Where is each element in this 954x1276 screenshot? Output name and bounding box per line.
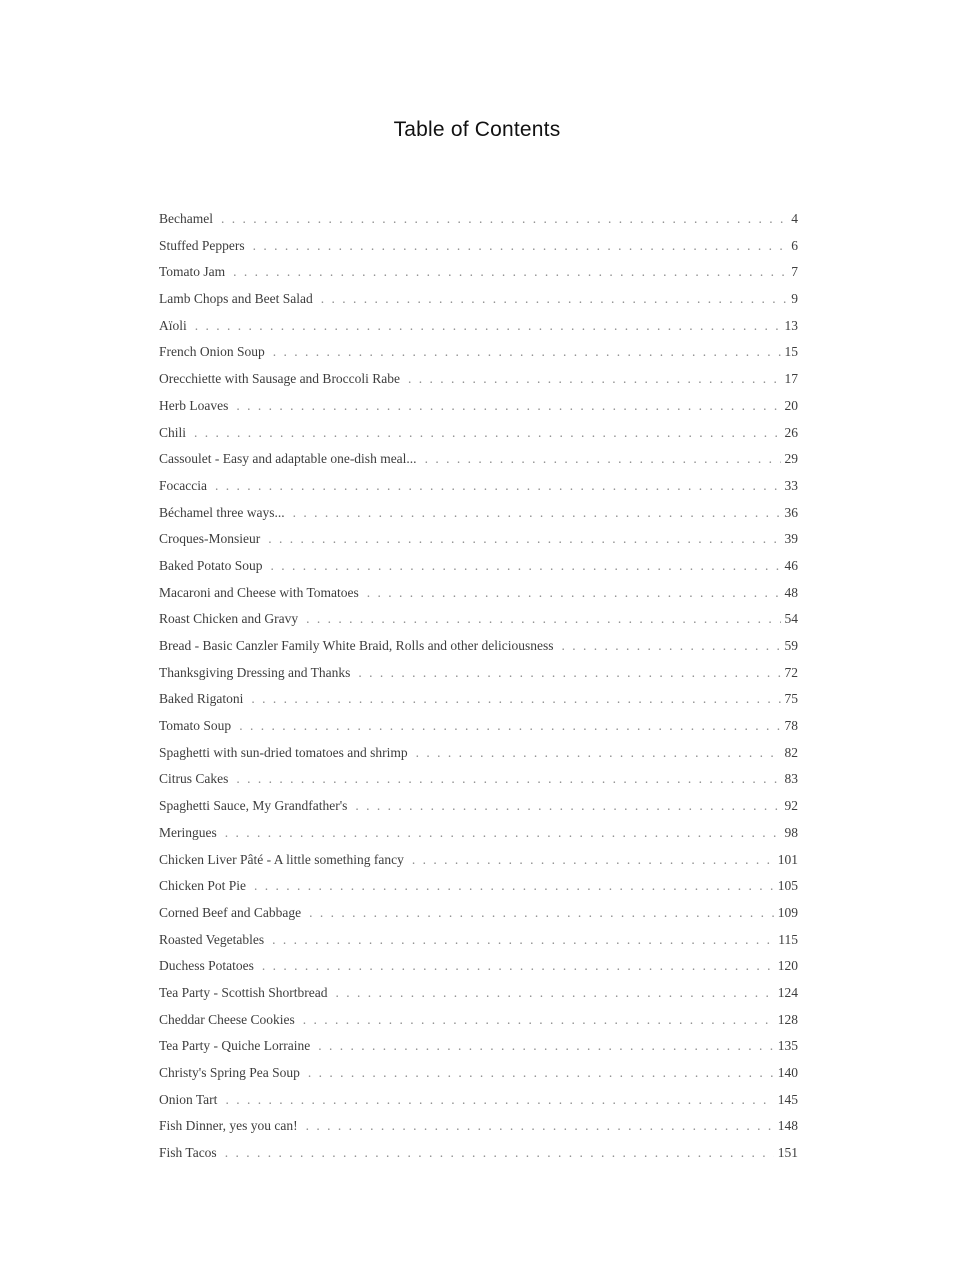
dot-leader (215, 478, 781, 494)
toc-entry[interactable] (159, 1118, 798, 1145)
dot-leader (225, 825, 781, 841)
toc-entry[interactable] (159, 611, 798, 638)
toc-entry[interactable] (159, 478, 798, 505)
toc-entry[interactable] (159, 718, 798, 745)
toc-entry-label: Chicken Pot Pie (159, 878, 246, 894)
toc-entry[interactable] (159, 771, 798, 798)
toc-entry[interactable] (159, 985, 798, 1012)
toc-entry-page: 82 (784, 744, 798, 760)
dot-leader (225, 1145, 774, 1161)
dot-leader (271, 558, 781, 574)
toc-entry[interactable] (159, 264, 798, 291)
toc-entry-label: Aïoli (159, 317, 187, 333)
dot-leader (309, 905, 774, 921)
dot-leader (358, 665, 780, 681)
toc-entry-page: 46 (784, 557, 798, 573)
dot-leader (262, 958, 774, 974)
dot-leader (272, 932, 774, 948)
toc-entry-page: 98 (784, 824, 798, 840)
toc-entry-label: Stuffed Peppers (159, 237, 245, 253)
toc-entry[interactable] (159, 932, 798, 959)
toc-entry[interactable] (159, 451, 798, 478)
dot-leader (308, 1065, 774, 1081)
toc-entry-page: 83 (784, 771, 798, 787)
toc-entry-label: Lamb Chops and Beet Salad (159, 291, 313, 307)
toc-entry-page: 7 (791, 264, 798, 280)
dot-leader (355, 798, 780, 814)
toc-entry-page: 109 (777, 904, 798, 920)
toc-entry[interactable] (159, 425, 798, 452)
dot-leader (321, 291, 788, 307)
toc-entry-page: 4 (791, 211, 798, 226)
toc-entry[interactable] (159, 1012, 798, 1039)
toc-entry-label: Onion Tart (159, 1091, 218, 1107)
toc-entry-page: 36 (784, 504, 798, 520)
dot-leader (367, 585, 781, 601)
toc-entry-page: 54 (784, 611, 798, 627)
toc-entry-page: 105 (777, 878, 798, 894)
toc-entry-label: Baked Potato Soup (159, 557, 263, 573)
toc-entry-page: 39 (784, 531, 798, 547)
toc-entry-label: Roasted Vegetables (159, 931, 265, 947)
toc-entry[interactable] (159, 1065, 798, 1092)
toc-entry-label: Bread - Basic Canzler Family White Braid, Rolls and other deliciousness (159, 638, 554, 653)
toc-entry-page: 140 (777, 1065, 798, 1080)
toc-entry[interactable] (159, 638, 798, 665)
toc-entry-page: 48 (784, 584, 798, 600)
toc-entry[interactable] (159, 852, 798, 879)
toc-entry-page: 124 (777, 984, 798, 1000)
toc-entry[interactable] (159, 958, 798, 985)
toc-entry-label: Chili (159, 424, 187, 440)
dot-leader (273, 344, 781, 360)
dot-leader (416, 745, 781, 761)
toc-entry-label: Tea Party - Scottish Shortbread (159, 984, 328, 1000)
toc-entry[interactable] (159, 505, 798, 532)
dot-leader (268, 531, 780, 547)
dot-leader (225, 1092, 773, 1108)
toc-entry-label: Focaccia (159, 477, 207, 493)
toc-entry[interactable] (159, 318, 798, 345)
page-title: Table of Contents (393, 118, 561, 141)
toc-entry-label: Fish Tacos (159, 1145, 217, 1161)
dot-leader (303, 1012, 774, 1028)
toc-entry[interactable] (159, 211, 798, 238)
toc-entry-label: French Onion Soup (159, 344, 265, 360)
table-of-contents (159, 211, 798, 1172)
toc-entry-page: 120 (777, 958, 798, 974)
toc-entry-label: Spaghetti Sauce, My Grandfather's (159, 798, 348, 814)
toc-entry-label: Chicken Liver Pâté - A little something fancy (159, 851, 404, 867)
toc-entry[interactable] (159, 558, 798, 585)
dot-leader (318, 1038, 774, 1054)
dot-leader (425, 451, 781, 467)
toc-entry-page: 115 (778, 931, 798, 947)
toc-entry[interactable] (159, 585, 798, 612)
toc-entry[interactable] (159, 745, 798, 772)
toc-entry-page: 20 (784, 397, 798, 413)
toc-entry[interactable] (159, 1145, 798, 1172)
dot-leader (236, 398, 780, 414)
dot-leader (221, 211, 787, 227)
toc-entry[interactable] (159, 1092, 798, 1119)
toc-entry[interactable] (159, 531, 798, 558)
toc-entry-page: 59 (784, 638, 798, 653)
toc-entry-page: 26 (784, 424, 798, 440)
toc-entry[interactable] (159, 238, 798, 265)
toc-entry-label: Bechamel (159, 211, 213, 226)
toc-entry-page: 13 (784, 317, 798, 333)
toc-entry-label: Tomato Soup (159, 718, 232, 734)
toc-entry-page: 128 (777, 1011, 798, 1027)
toc-entry-label: Herb Loaves (159, 397, 229, 413)
dot-leader (336, 985, 774, 1001)
toc-entry-label: Fish Dinner, yes you can! (159, 1118, 298, 1134)
toc-entry-page: 15 (784, 344, 798, 360)
toc-entry-page: 135 (777, 1038, 798, 1054)
dot-leader (253, 238, 788, 254)
toc-entry-label: Orecchiette with Sausage and Broccoli Rabe (159, 371, 401, 387)
toc-entry-label: Cassoulet - Easy and adaptable one-dish meal... (159, 451, 417, 467)
dot-leader (306, 611, 780, 627)
toc-entry-label: Tomato Jam (159, 264, 226, 280)
dot-leader (233, 264, 787, 280)
toc-entry-page: 17 (784, 371, 798, 387)
toc-entry-label: Citrus Cakes (159, 771, 229, 787)
toc-entry-page: 72 (784, 664, 798, 680)
toc-entry[interactable] (159, 398, 798, 425)
toc-entry-label: Cheddar Cheese Cookies (159, 1011, 295, 1027)
toc-entry-page: 101 (777, 851, 798, 867)
toc-entry-label: Béchamel three ways... (159, 504, 285, 520)
toc-entry[interactable] (159, 691, 798, 718)
toc-entry-label: Tea Party - Quiche Lorraine (159, 1038, 311, 1054)
toc-entry-label: Meringues (159, 824, 217, 840)
dot-leader (254, 878, 774, 894)
dot-leader (195, 318, 781, 334)
dot-leader (306, 1118, 774, 1134)
toc-entry-label: Macaroni and Cheese with Tomatoes (159, 584, 359, 600)
dot-leader (239, 718, 780, 734)
toc-entry[interactable] (159, 371, 798, 398)
toc-entry-label: Duchess Potatoes (159, 958, 254, 974)
dot-leader (293, 505, 781, 521)
toc-entry-page: 92 (784, 798, 798, 814)
toc-entry-label: Spaghetti with sun-dried tomatoes and shrimp (159, 744, 408, 760)
toc-entry-page: 29 (784, 451, 798, 467)
toc-entry-page: 6 (791, 237, 798, 253)
toc-entry-page: 75 (784, 691, 798, 707)
dot-leader (251, 691, 780, 707)
toc-entry[interactable] (159, 905, 798, 932)
toc-entry-label: Christy's Spring Pea Soup (159, 1065, 300, 1080)
toc-entry-page: 33 (784, 477, 798, 493)
toc-entry-label: Corned Beef and Cabbage (159, 904, 302, 920)
toc-entry[interactable] (159, 825, 798, 852)
dot-leader (194, 425, 780, 441)
toc-entry-label: Thanksgiving Dressing and Thanks (159, 664, 351, 680)
toc-entry-label: Baked Rigatoni (159, 691, 244, 707)
toc-entry[interactable] (159, 798, 798, 825)
dot-leader (236, 771, 780, 787)
toc-entry[interactable] (159, 665, 798, 692)
dot-leader (562, 638, 781, 654)
dot-leader (408, 371, 780, 387)
toc-entry[interactable] (159, 291, 798, 318)
toc-entry-page: 145 (777, 1091, 798, 1107)
toc-entry-label: Croques-Monsieur (159, 531, 261, 547)
toc-entry[interactable] (159, 1038, 798, 1065)
toc-entry-page: 148 (777, 1118, 798, 1134)
toc-entry[interactable] (159, 878, 798, 905)
toc-entry-label: Roast Chicken and Gravy (159, 611, 299, 627)
toc-entry[interactable] (159, 344, 798, 371)
toc-entry-page: 9 (791, 291, 798, 307)
dot-leader (412, 852, 774, 868)
toc-entry-page: 78 (784, 718, 798, 734)
toc-entry-page: 151 (777, 1145, 798, 1161)
